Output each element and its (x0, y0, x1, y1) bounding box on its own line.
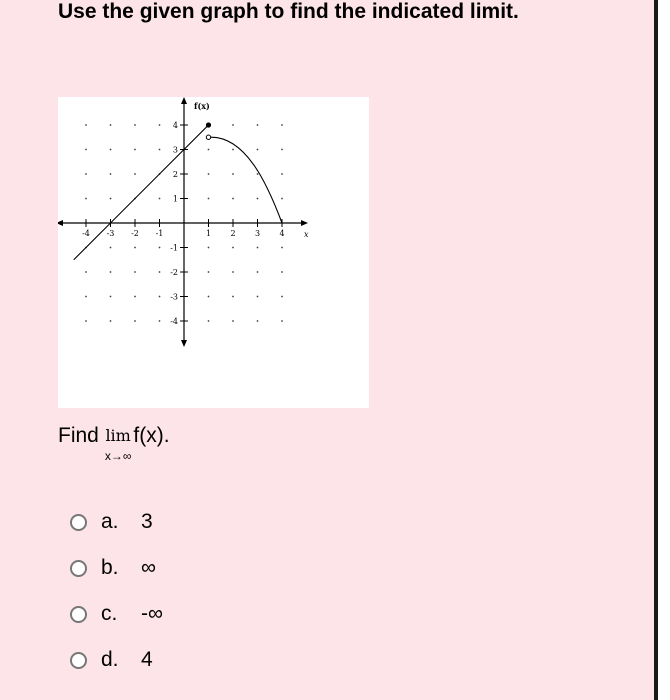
grid-dot (208, 271, 210, 273)
grid-dot (232, 173, 234, 175)
grid-dot (257, 173, 259, 175)
grid-dot (281, 247, 283, 249)
x-tick-label: -1 (155, 229, 164, 238)
grid-dot (159, 247, 161, 249)
radio-button-c[interactable] (70, 606, 87, 623)
y-axis-label: f(x) (194, 101, 210, 111)
x-axis-label: x (304, 230, 309, 239)
x-tick-label: -2 (131, 229, 139, 238)
grid-dot (281, 198, 283, 200)
grid-dot (208, 296, 210, 298)
x-tick-label: 1 (205, 229, 212, 238)
grid-dot (85, 271, 87, 273)
radio-button-b[interactable] (70, 560, 87, 577)
grid-dot (159, 198, 161, 200)
grid-dot (281, 296, 283, 298)
option-b[interactable] (70, 556, 156, 580)
grid-dot (134, 271, 136, 273)
grid-dot (281, 173, 283, 175)
option-d[interactable] (70, 648, 153, 672)
y-tick-label: 2 (172, 170, 178, 179)
linear-segment (74, 125, 212, 260)
y-axis-arrow-up (181, 97, 187, 104)
grid-dot (257, 198, 259, 200)
x-tick-label: 2 (230, 229, 236, 238)
option-a-letter: a. (101, 510, 119, 533)
grid-dot (257, 247, 259, 249)
grid-dot (134, 247, 136, 249)
option-b-letter: b. (101, 556, 119, 579)
find-word: Find (58, 424, 99, 447)
grid-dot (110, 247, 112, 249)
x-axis-arrow-left (58, 220, 63, 226)
question-title: Use the given graph to find the indicated limit. (58, 0, 519, 23)
option-a-value: 3 (141, 510, 153, 533)
grid-dot (208, 247, 210, 249)
y-tick-label: -1 (170, 243, 178, 253)
grid-dot (159, 320, 161, 322)
function-graph (58, 97, 369, 408)
closed-endpoint (206, 122, 211, 127)
open-endpoint (206, 135, 210, 139)
radio-button-d[interactable] (70, 652, 87, 669)
x-tick-label: -3 (106, 229, 115, 238)
grid-dot (134, 320, 136, 322)
grid-dot (232, 296, 234, 298)
option-a[interactable] (70, 510, 153, 534)
grid-dot (257, 320, 259, 322)
limit-word: lim (105, 426, 131, 445)
grid-dot (159, 271, 161, 273)
x-tick-label: -4 (82, 229, 90, 238)
grid-dot (159, 124, 161, 126)
grid-dot (232, 247, 234, 249)
y-axis-arrow-down (181, 340, 187, 347)
grid-dot (232, 149, 234, 151)
graph-panel (58, 97, 369, 408)
y-tick-label: 1 (172, 194, 178, 204)
option-d-value: 4 (141, 648, 153, 671)
grid-dot (110, 149, 112, 151)
grid-dot (159, 149, 161, 151)
y-tick-label: -4 (170, 317, 178, 326)
grid-dot (110, 271, 112, 273)
grid-dot (110, 173, 112, 175)
grid-dot (232, 320, 234, 322)
grid-dot (257, 296, 259, 298)
page-edge (654, 0, 658, 700)
grid-dot (257, 149, 259, 151)
grid-dot (232, 124, 234, 126)
option-c[interactable] (70, 602, 163, 626)
y-tick-label: -3 (170, 292, 178, 302)
grid-dot (85, 320, 87, 322)
grid-dot (208, 320, 210, 322)
option-c-letter: c. (101, 602, 118, 625)
grid-dot (281, 320, 283, 322)
parabolic-curve (209, 137, 283, 223)
grid-dot (281, 149, 283, 151)
grid-dot (85, 198, 87, 200)
option-c-value: -∞ (141, 602, 163, 625)
limit-prompt (58, 412, 170, 462)
grid-dot (85, 296, 87, 298)
grid-dot (110, 198, 112, 200)
grid-dot (208, 173, 210, 175)
grid-dot (257, 271, 259, 273)
limit-subscript: x→∞ (104, 449, 132, 463)
x-tick-label: 3 (254, 229, 261, 238)
grid-dot (232, 271, 234, 273)
limit-notation (105, 428, 132, 462)
x-tick-label: 4 (279, 229, 285, 238)
grid-dot (110, 296, 112, 298)
grid-dot (208, 198, 210, 200)
radio-button-a[interactable] (70, 514, 87, 531)
option-d-letter: d. (101, 648, 119, 671)
grid-dot (257, 124, 259, 126)
grid-dot (281, 124, 283, 126)
grid-dot (85, 124, 87, 126)
option-b-value: ∞ (141, 556, 156, 579)
grid-dot (232, 198, 234, 200)
grid-dot (281, 271, 283, 273)
function-notation: f(x). (133, 424, 170, 447)
grid-dot (208, 149, 210, 151)
grid-dot (110, 320, 112, 322)
grid-dot (134, 124, 136, 126)
grid-dot (85, 149, 87, 151)
y-tick-label: 4 (172, 121, 178, 130)
grid-dot (134, 173, 136, 175)
grid-dot (159, 296, 161, 298)
x-axis-arrow-right (301, 220, 308, 226)
y-tick-label: -2 (170, 268, 178, 277)
grid-dot (110, 124, 112, 126)
y-tick-label: 3 (172, 145, 178, 155)
grid-dot (134, 296, 136, 298)
grid-dot (134, 149, 136, 151)
grid-dot (85, 173, 87, 175)
